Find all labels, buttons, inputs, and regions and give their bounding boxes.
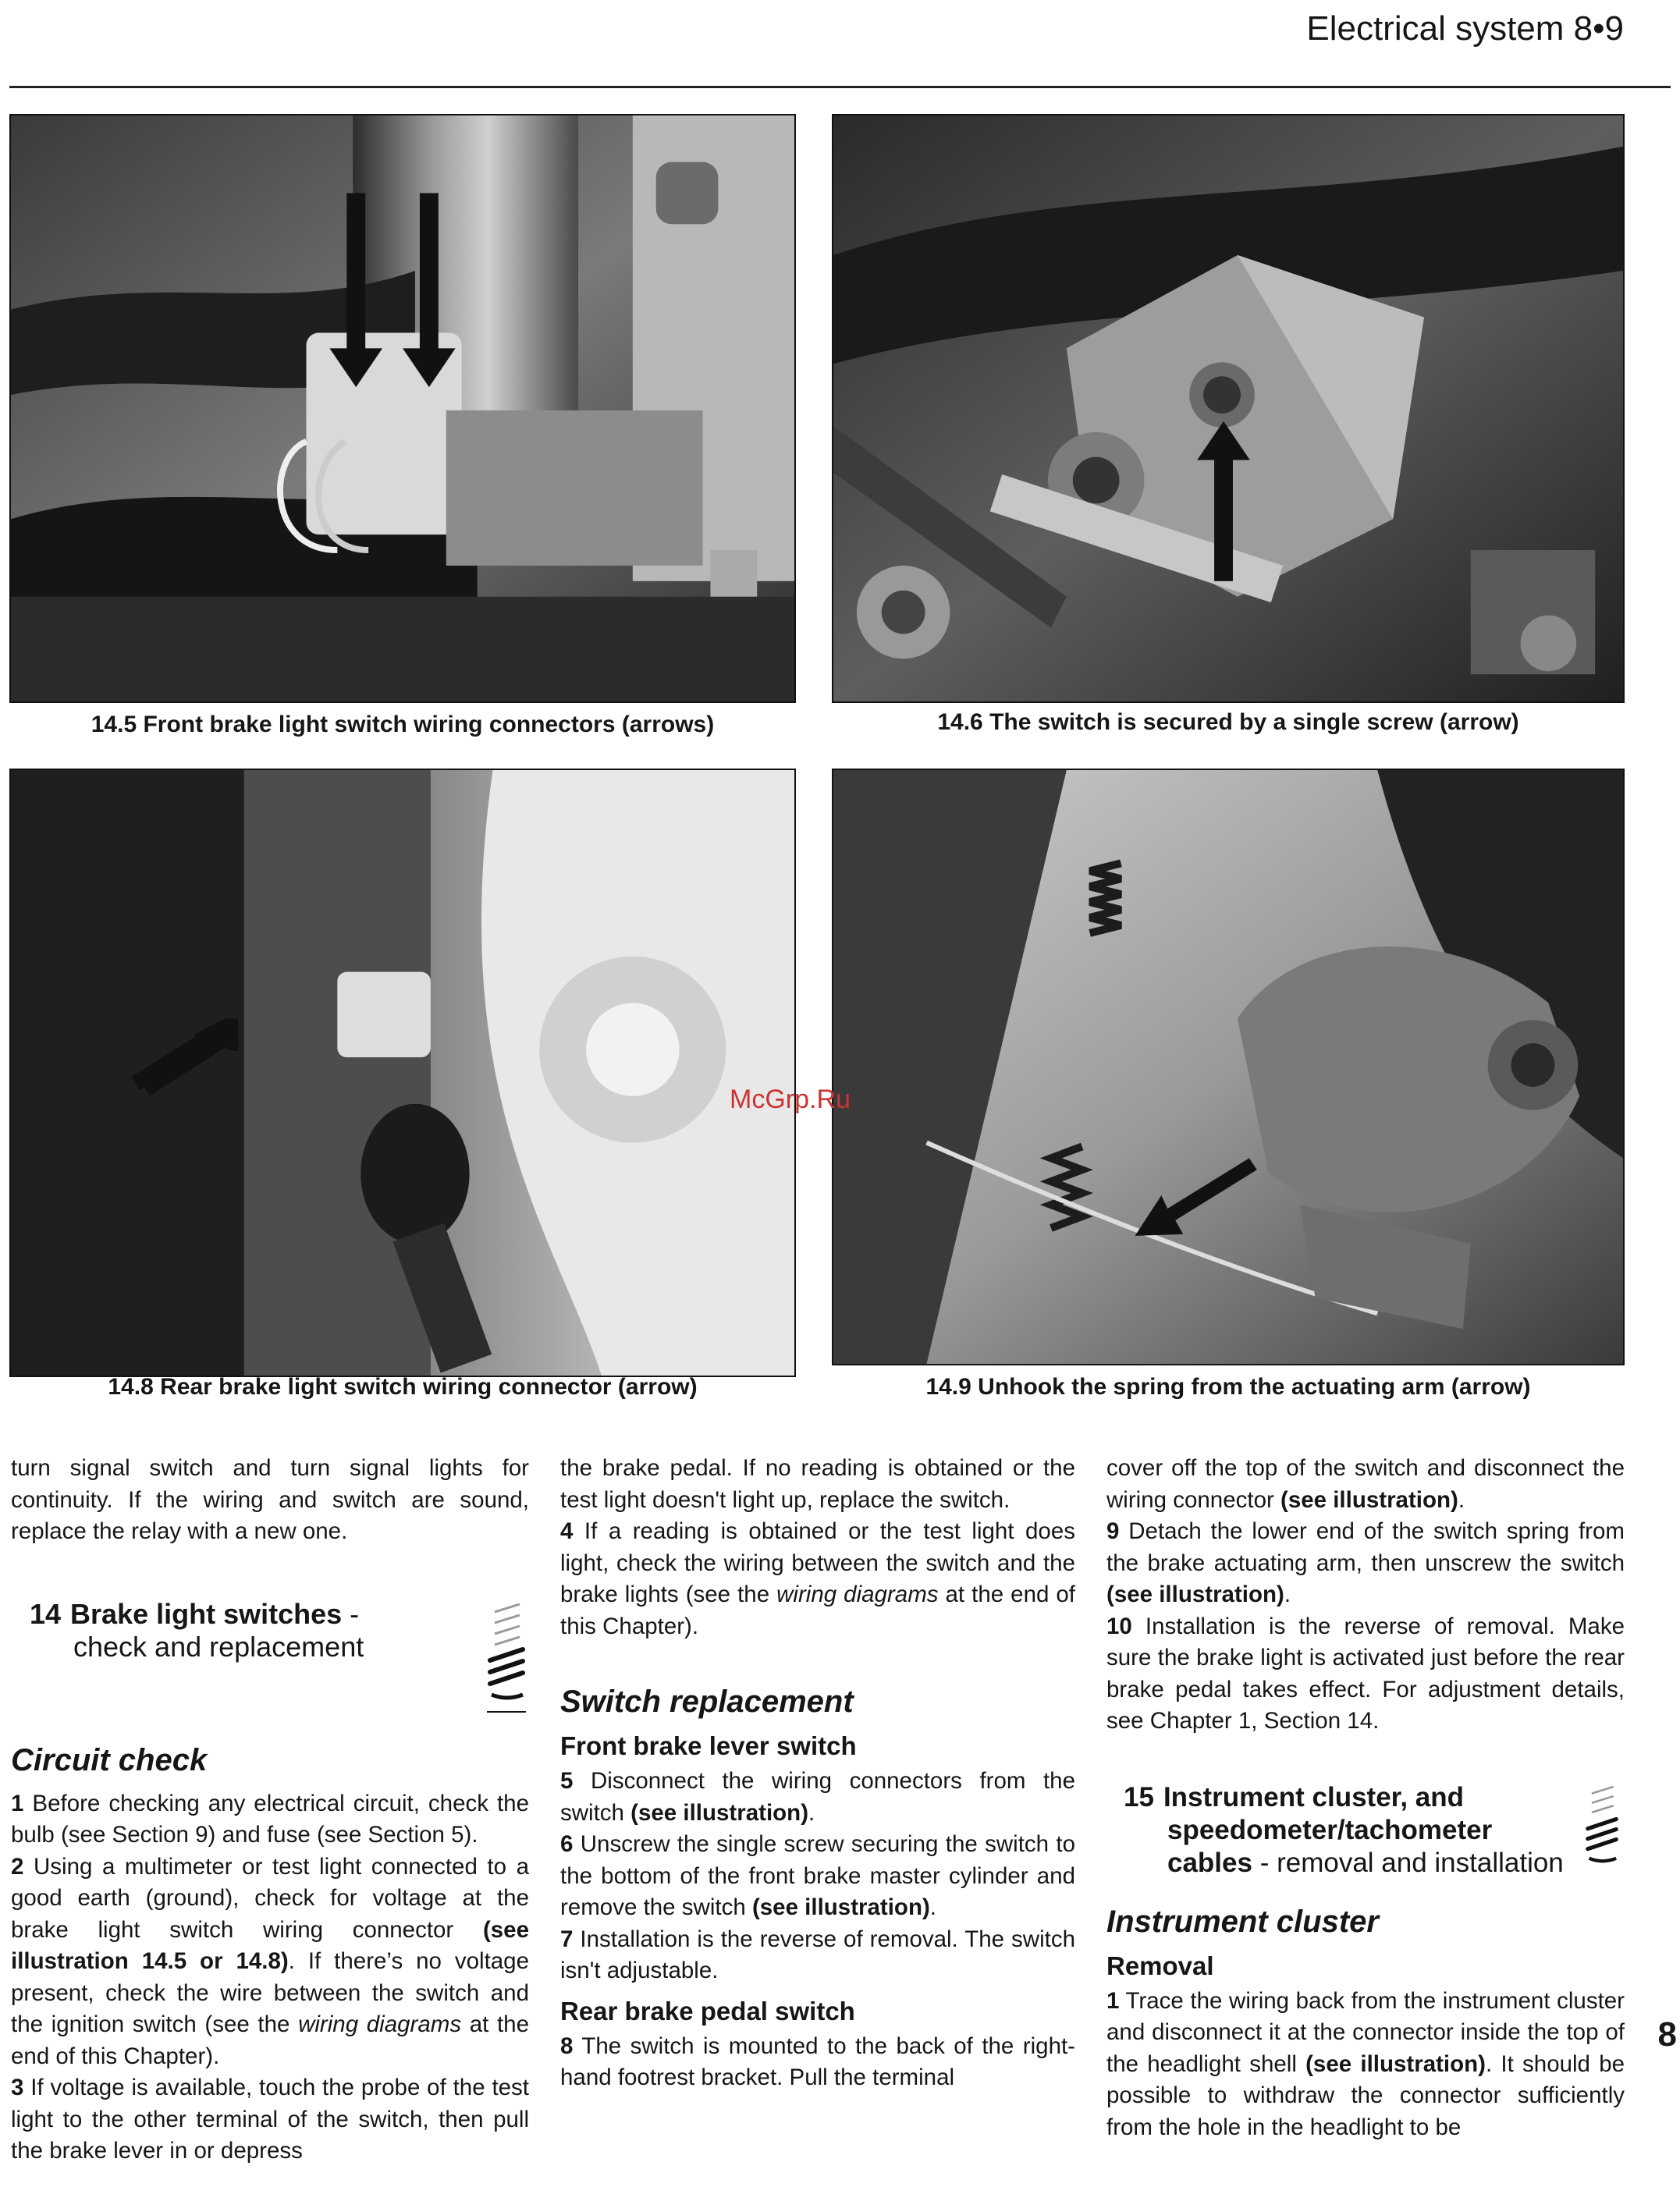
section-14-number: 14 xyxy=(30,1597,62,1630)
figure-14-9-caption: 14.9 Unhook the spring from the actuating arm (arrow) xyxy=(925,1374,1531,1400)
front-brake-lever-switch-heading: Front brake lever switch xyxy=(560,1731,857,1760)
text-column-1 xyxy=(11,1453,529,2167)
chapter-tab-number: 8 xyxy=(1657,2015,1677,2054)
section-14-title: Brake light switches xyxy=(70,1597,343,1630)
section-15-title-line2: speedometer/tachometer xyxy=(1167,1814,1493,1845)
watermark: McGrp.Ru xyxy=(730,1085,851,1114)
col3-paragraph-1: 1 Trace the wiring back from the instrument cluster and disconnect it at the connector inside the top of the headlight shell (see illustration). It should be possible to withdraw the connector sufficiently from the hole in the headlight to be xyxy=(1106,1987,1625,2140)
col1-paragraph-2: 2 Using a multimeter or test light connected to a good earth (ground), check for voltage at the brake light switch wiring connector (see illustration 14.5 or 14.8). If there’s no voltage present, check the wire between the switch and the ignition switch (see the wiring diagrams at the end of this Chapter). xyxy=(11,1853,529,2069)
removal-heading: Removal xyxy=(1106,1951,1214,1980)
figure-14-8-photo xyxy=(9,769,796,1377)
col1-paragraph-1: 1 Before checking any electrical circuit, check the bulb (see Section 9) and fuse (see Section 5). xyxy=(11,1790,529,1848)
section-15-title-rest: - removal and installation xyxy=(1252,1847,1564,1878)
col2-paragraph-4: 4 If a reading is obtained or the test light does light, check the wiring between the switch and the brake lights (see the wiring diagrams at the end of this Chapter). xyxy=(560,1518,1076,1639)
col3-paragraph-10: 10 Installation is the reverse of removal. Make sure the brake light is activated just before the rear brake pedal takes effect. For adjustment details, see Chapter 1, Section 14. xyxy=(1106,1613,1625,1734)
col1-intro: turn signal switch and turn signal lights for continuity. If the wiring and switch are sound, replace the relay with a new one. xyxy=(11,1455,529,1544)
section-14-title-dash: - xyxy=(342,1597,360,1630)
figure-14-8-caption: 14.8 Rear brake light switch wiring connector (arrow) xyxy=(108,1374,698,1400)
figure-14-6-photo xyxy=(832,114,1625,703)
col2-paragraph-7: 7 Installation is the reverse of removal. The switch isn't adjustable. xyxy=(560,1926,1075,1983)
col2-paragraph-8: 8 The switch is mounted to the back of the right-hand footrest bracket. Pull the terminal xyxy=(560,2033,1075,2090)
rear-brake-pedal-switch-heading: Rear brake pedal switch xyxy=(560,1996,855,2025)
section-15-heading xyxy=(1106,1781,1625,1883)
figure-14-9-photo xyxy=(832,769,1625,1365)
switch-replacement-heading: Switch replacement xyxy=(560,1685,854,1719)
text-column-2 xyxy=(560,1453,1075,2094)
col3-paragraph-9: 9 Detach the lower end of the switch spring from the brake actuating arm, then unscrew the switch (see illustration). xyxy=(1106,1518,1625,1607)
section-15-title-line1: Instrument cluster, and xyxy=(1163,1781,1465,1812)
section-15-number: 15 xyxy=(1124,1781,1154,1812)
figure-14-5-photo xyxy=(9,114,796,703)
figure-14-5-caption: 14.5 Front brake light switch wiring connectors (arrows) xyxy=(91,712,715,737)
running-header: Electrical system 8•9 xyxy=(1306,9,1624,48)
difficulty-wrench-icon xyxy=(484,1598,529,1715)
section-15-title-line3: cables xyxy=(1167,1847,1252,1878)
text-column-3 xyxy=(1106,1453,1625,2143)
col2-intro: the brake pedal. If no reading is obtained or the test light doesn't light up, replace the switch. xyxy=(560,1455,1075,1513)
figure-14-6-caption: 14.6 The switch is secured by a single screw (arrow) xyxy=(937,709,1519,735)
circuit-check-heading: Circuit check xyxy=(11,1742,208,1777)
instrument-cluster-heading: Instrument cluster xyxy=(1106,1904,1379,1939)
difficulty-wrench-icon xyxy=(1579,1781,1625,1883)
col2-paragraph-6: 6 Unscrew the single screw securing the switch to the bottom of the front brake master cylinder and remove the switch (see illustration). xyxy=(560,1831,1075,1920)
col2-paragraph-5: 5 Disconnect the wiring connectors from the switch (see illustration). xyxy=(560,1768,1075,1826)
section-14-subtitle: check and replacement xyxy=(73,1630,364,1663)
col3-intro: cover off the top of the switch and disconnect the wiring connector (see illustration). xyxy=(1106,1455,1625,1513)
section-14-heading xyxy=(11,1598,529,1715)
col1-paragraph-3: 3 If voltage is available, touch the probe of the test light to the other terminal of the switch, then pull the brake lever in or depress xyxy=(11,2075,530,2164)
header-rule xyxy=(9,86,1671,88)
